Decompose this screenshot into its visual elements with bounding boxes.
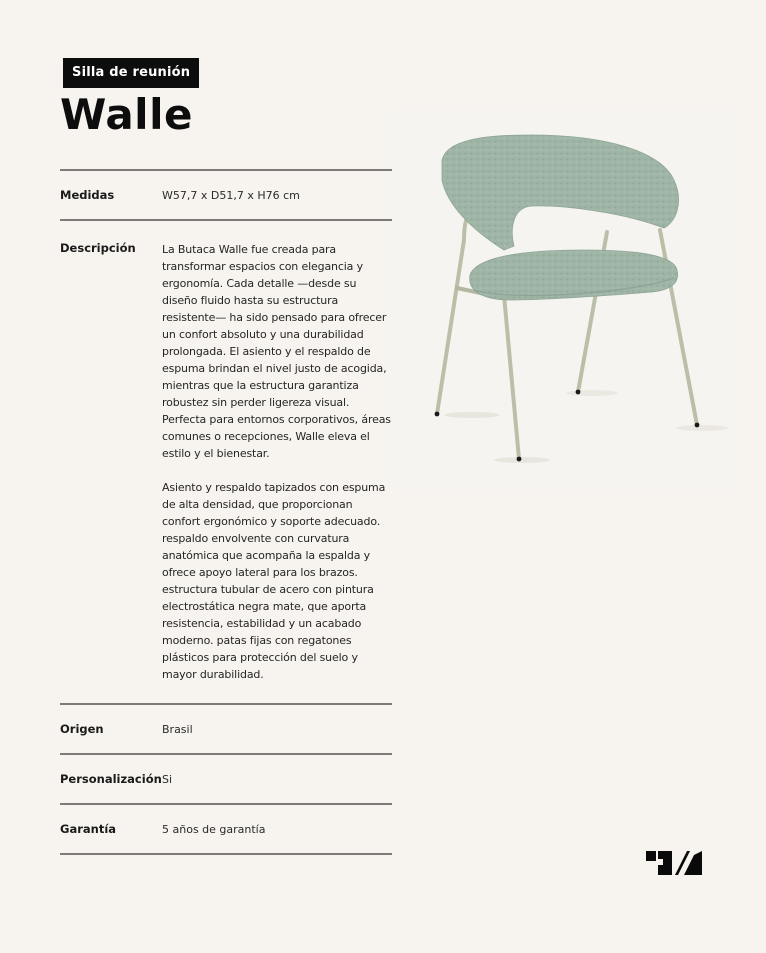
divider <box>60 853 392 855</box>
spec-row-personalizacion <box>60 755 392 803</box>
spec-label: Descripción <box>60 241 136 255</box>
spec-value: W57,7 x D51,7 x H76 cm <box>162 188 300 202</box>
chair-photo <box>392 110 738 490</box>
spec-row-origen <box>60 705 392 753</box>
spec-value: Si <box>162 772 173 786</box>
product-title: Walle <box>60 90 193 139</box>
brand-logo-icon <box>646 851 702 875</box>
spec-value: 5 años de garantía <box>162 822 266 836</box>
spec-label: Origen <box>60 722 104 736</box>
spec-value: Brasil <box>162 722 193 736</box>
spec-label: Medidas <box>60 188 115 202</box>
description-paragraph: La Butaca Walle fue creada para transformar espacios con elegancia y ergonomía. Cada detalle —desde su diseño fluido hasta su estructura resistente— ha sido pensado para ofrecer un confort absoluto y una durabilidad prolongada. El asiento y el respaldo de espuma brindan el nivel justo de acogida, mientras que la estructura garantiza robustez sin perder ligereza visual. Perfecta para entornos corporativos, áreas comunes o recepciones, Walle eleva el estilo y el bienestar. <box>162 243 391 460</box>
spec-row-garantia <box>60 805 392 853</box>
brand-logo <box>646 851 702 879</box>
product-image <box>392 110 738 490</box>
spec-row-medidas <box>60 171 392 219</box>
spec-row-descripcion <box>60 221 392 703</box>
category-badge: Silla de reunión <box>63 58 199 88</box>
spec-label: Personalización <box>60 772 162 786</box>
description-paragraph: Asiento y respaldo tapizados con espuma de alta densidad, que proporcionan confort ergonómico y soporte adecuado. respaldo envolvente con curvatura anatómica que acompaña la espalda y ofrece apoyo lateral para los brazos. estructura tubular de acero con pintura electrostática negra mate, que aporta resistencia, estabilidad y un acabado moderno. patas fijas con regatones plásticos para protección del suelo y mayor durabilidad. <box>162 481 386 681</box>
spec-label: Garantía <box>60 822 117 836</box>
spec-table <box>60 169 392 855</box>
description-text <box>162 241 392 683</box>
